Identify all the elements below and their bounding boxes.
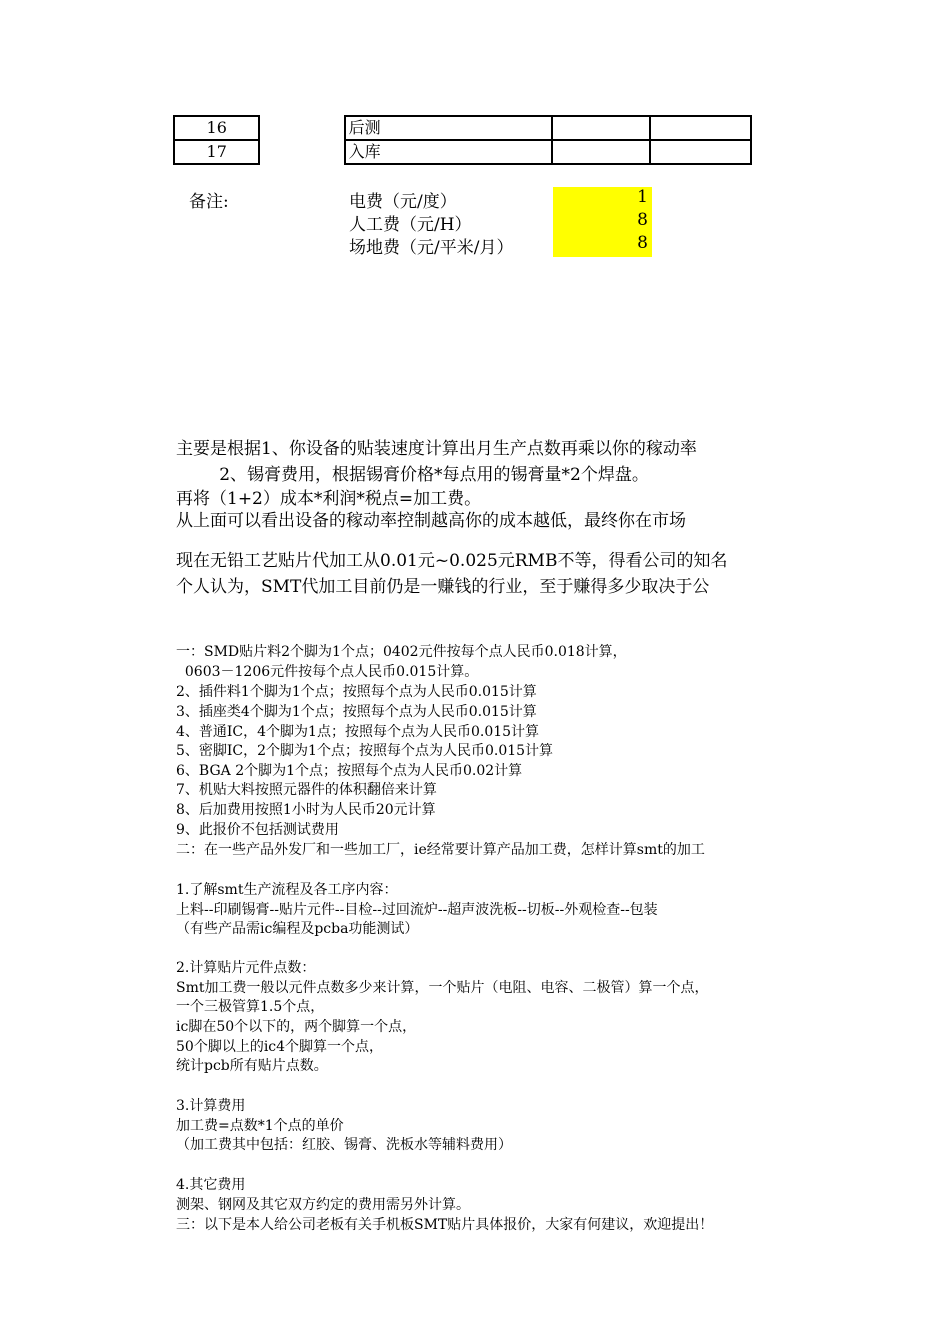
detail-line: 3、插座类4个脚为1个点；按照每个点为人民币0.015计算 <box>176 704 537 720</box>
detail-line: （加工费其中包括：红胶、锡膏、洗板水等辅料费用） <box>176 1137 512 1153</box>
empty-cell <box>650 116 751 140</box>
empty-cell <box>552 116 650 140</box>
detail-line: 9、此报价不包括测试费用 <box>176 822 339 838</box>
empty-cell <box>552 140 650 164</box>
detail-line: 8、后加费用按照1小时为人民币20元计算 <box>176 802 436 818</box>
detail-line: 7、机贴大料按照元器件的体积翻倍来计算 <box>176 782 437 798</box>
empty-cell <box>650 140 751 164</box>
process-name: 后测 <box>345 116 552 140</box>
detail-line: 2、插件料1个脚为1个点；按照每个点为人民币0.015计算 <box>176 684 537 700</box>
table-row <box>174 140 751 164</box>
notes-label: 备注: <box>189 192 229 212</box>
electricity-fee-value: 1 <box>637 187 648 207</box>
detail-line: 4、普通IC，4个脚为1点；按照每个点为人民币0.015计算 <box>176 724 540 740</box>
cost-paragraph: 2、锡膏费用，根据锡膏价格*每点用的锡膏量*2个焊盘。 <box>176 465 649 485</box>
process-table <box>173 115 752 165</box>
detail-line: 统计pcb所有贴片点数。 <box>176 1058 328 1074</box>
detail-line: Smt加工费一般以元件点数多少来计算，一个贴片（电阻、电容、二极管）算一个点， <box>176 980 709 996</box>
empty-cell <box>259 116 344 140</box>
detail-line: 6、BGA 2个脚为1个点；按照每个点为人民币0.02计算 <box>176 763 523 779</box>
detail-line: 2.计算贴片元件点数： <box>176 960 316 976</box>
empty-cell <box>259 140 344 164</box>
detail-line: 50个脚以上的ic4个脚算一个点， <box>176 1039 384 1055</box>
detail-line: 1.了解smt生产流程及各工序内容： <box>176 882 398 898</box>
detail-line: 3.计算费用 <box>176 1098 246 1114</box>
row-number: 16 <box>174 116 259 140</box>
detail-line: 加工费=点数*1个点的单价 <box>176 1118 344 1134</box>
cost-paragraph: 主要是根据1、你设备的贴装速度计算出月生产点数再乘以你的稼动率 <box>176 439 697 459</box>
labor-fee-value: 8 <box>637 210 648 230</box>
detail-line: 测架、钢网及其它双方约定的费用需另外计算。 <box>176 1197 470 1213</box>
cost-paragraph: 现在无铅工艺贴片代加工从0.01元~0.025元RMB不等，得看公司的知名 <box>176 551 728 571</box>
cost-paragraph: 再将（1+2）成本*利润*税点=加工费。 <box>176 489 482 509</box>
table-row <box>174 116 751 140</box>
detail-line: 0603－1206元件按每个点人民币0.015计算。 <box>176 664 479 680</box>
detail-line: 二：在一些产品外发厂和一些加工厂，ie经常要计算产品加工费，怎样计算smt的加工 <box>176 842 705 858</box>
site-fee-value: 8 <box>637 233 648 253</box>
detail-line: 一个三极管算1.5个点， <box>176 999 325 1015</box>
row-number: 17 <box>174 140 259 164</box>
detail-line: 三：以下是本人给公司老板有关手机板SMT贴片具体报价，大家有何建议，欢迎提出！ <box>176 1217 714 1232</box>
process-name: 入库 <box>345 140 552 164</box>
site-fee-label: 场地费（元/平米/月） <box>349 238 514 258</box>
cost-paragraph: 从上面可以看出设备的稼动率控制越高你的成本越低，最终你在市场 <box>176 511 686 531</box>
cost-paragraph: 个人认为，SMT代加工目前仍是一赚钱的行业，至于赚得多少取决于公 <box>176 577 710 597</box>
detail-line: （有些产品需ic编程及pcba功能测试） <box>176 921 419 937</box>
detail-line: 5、密脚IC，2个脚为1个点；按照每个点为人民币0.015计算 <box>176 743 554 759</box>
detail-line: ic脚在50个以下的，两个脚算一个点， <box>176 1019 417 1035</box>
labor-fee-label: 人工费（元/H） <box>349 215 472 235</box>
detail-line: 上料--印刷锡膏--贴片元件--目检--过回流炉--超声波洗板--切板--外观检查--包装 <box>176 902 658 918</box>
detail-line: 一：SMD贴片料2个脚为1个点；0402元件按每个点人民币0.018计算， <box>176 644 627 660</box>
electricity-fee-label: 电费（元/度） <box>349 192 457 212</box>
detail-line: 4.其它费用 <box>176 1177 246 1193</box>
